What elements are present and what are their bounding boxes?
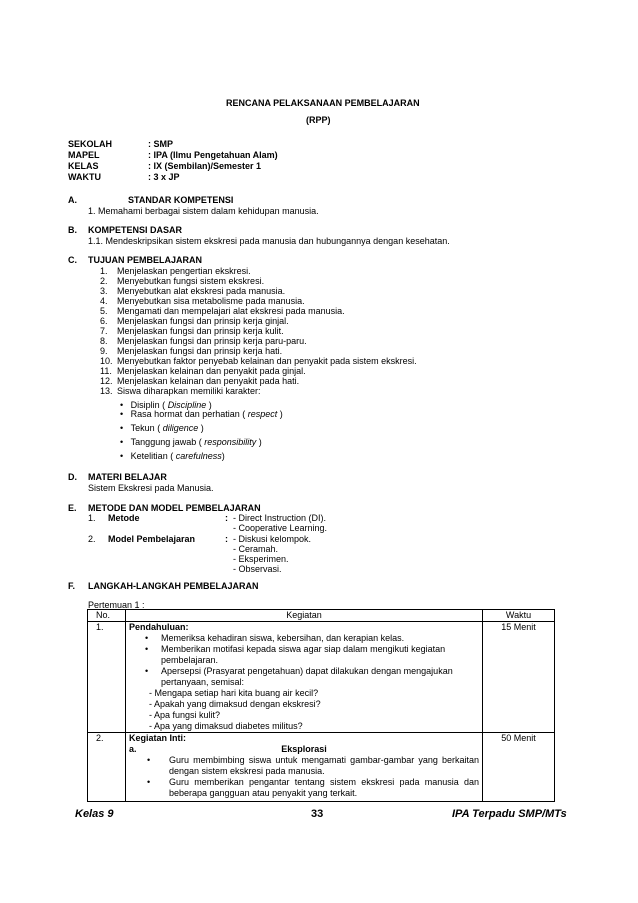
method-value: - Direct Instruction (DI).	[233, 513, 327, 523]
row-time: 15 Menit	[483, 622, 555, 733]
section-e-letter: E.	[68, 503, 77, 513]
section-b-text: 1.1. Mendeskripsikan sistem ekskresi pada manusia dan hubungannya dengan kesehatan.	[88, 236, 450, 246]
list-item: Siswa diharapkan memiliki karakter:	[117, 386, 261, 396]
list-item: • Memberikan motifasi kepada siswa agar siap dalam mengikuti kegiatan pembelajaran.	[129, 644, 479, 666]
character-close: )	[198, 423, 204, 433]
document-subtitle: (RPP)	[306, 115, 331, 125]
model-label: Model Pembelajaran	[108, 534, 196, 544]
list-item-num: 11.	[100, 366, 112, 376]
row-title: Pendahuluan:	[129, 622, 189, 632]
model-colon: :	[225, 534, 228, 544]
page-number: 33	[311, 808, 324, 820]
list-item: Menyebutkan faktor penyebab kelainan dan penyakit pada sistem ekskresi.	[117, 356, 417, 366]
bullet-icon: •	[120, 409, 124, 419]
character-term: diligence	[162, 423, 199, 433]
bullet-icon: •	[120, 437, 124, 447]
character-close: )	[277, 409, 283, 419]
document-title: RENCANA PELAKSANAAN PEMBELAJARAN	[226, 98, 420, 108]
subsection-heading	[129, 744, 479, 755]
section-c-heading: TUJUAN PEMBELAJARAN	[88, 255, 203, 265]
list-item-num: 9.	[100, 346, 108, 356]
list-item: Menyebutkan alat ekskresi pada manusia.	[117, 286, 286, 296]
row-no: 2.	[88, 733, 126, 802]
section-d-heading: MATERI BELAJAR	[88, 472, 167, 482]
section-b-heading: KOMPETENSI DASAR	[88, 225, 183, 235]
question-item: - Apa fungsi kulit?	[149, 710, 221, 720]
subsection-title: Eksplorasi	[281, 744, 327, 754]
list-item-num: 10.	[100, 356, 113, 366]
method-value: - Cooperative Learning.	[233, 523, 328, 533]
list-item: • Guru memberikan pengantar tentang sistem ekskresi pada manusia dan beberapa gangguan atau penyakit yang terkait.	[129, 777, 479, 799]
list-item: Menjelaskan fungsi dan prinsip kerja paru-paru.	[117, 336, 307, 346]
list-item-num: 5.	[100, 306, 108, 316]
model-value: - Diskusi kelompok.	[233, 534, 312, 544]
character-label: Tekun (	[130, 423, 163, 433]
section-f-letter: F.	[68, 581, 76, 591]
list-item-num: 3.	[100, 286, 108, 296]
table-row	[88, 622, 555, 733]
section-a-letter: A.	[68, 195, 77, 205]
character-close: )	[206, 400, 212, 410]
list-item: Menyebutkan fungsi sistem ekskresi.	[117, 276, 265, 286]
section-d-text: Sistem Ekskresi pada Manusia.	[88, 483, 214, 493]
list-item: Menjelaskan fungsi dan prinsip kerja ginjal.	[117, 316, 289, 326]
character-item	[120, 409, 283, 420]
section-d-letter: D.	[68, 472, 77, 482]
model-num: 2.	[88, 534, 96, 544]
character-term: respect	[247, 409, 278, 419]
character-item	[120, 423, 204, 434]
section-b-letter: B.	[68, 225, 77, 235]
identity-key-mapel: MAPEL	[68, 150, 100, 160]
character-label: Disiplin (	[130, 400, 168, 410]
list-item-num: 13.	[100, 386, 113, 396]
identity-key-sekolah: SEKOLAH	[68, 139, 113, 149]
section-a-text: 1. Memahami berbagai sistem dalam kehidupan manusia.	[88, 206, 319, 216]
list-item-num: 2.	[100, 276, 108, 286]
row-no: 1.	[88, 622, 126, 733]
list-item-num: 8.	[100, 336, 108, 346]
list-item: Mengamati dan mempelajari alat ekskresi pada manusia.	[117, 306, 345, 316]
method-num: 1.	[88, 513, 96, 523]
model-value: - Ceramah.	[233, 544, 279, 554]
character-term: carefulness	[175, 451, 222, 461]
character-close: )	[256, 437, 262, 447]
model-value: - Observasi.	[233, 564, 282, 574]
row-title: Kegiatan Inti:	[129, 733, 187, 743]
identity-key-kelas: KELAS	[68, 161, 99, 171]
character-label: Tanggung jawab (	[130, 437, 205, 447]
identity-value-mapel: : IPA (Ilmu Pengetahuan Alam)	[148, 150, 278, 160]
character-item	[120, 437, 262, 448]
method-label: Metode	[108, 513, 140, 523]
row-activity	[126, 733, 483, 802]
list-item: • Memeriksa kehadiran siswa, kebersihan, dan kerapian kelas.	[129, 633, 479, 644]
section-a-heading: STANDAR KOMPETENSI	[128, 195, 234, 205]
footer-left: Kelas 9	[75, 808, 114, 820]
list-item: Menyebutkan sisa metabolisme pada manusia.	[117, 296, 305, 306]
section-c-letter: C.	[68, 255, 77, 265]
list-item: Menjelaskan pengertian ekskresi.	[117, 266, 251, 276]
table-header-row	[88, 610, 555, 622]
row-activity	[126, 622, 483, 733]
character-label: Rasa hormat dan perhatian (	[130, 409, 248, 419]
header-activity: Kegiatan	[126, 610, 483, 622]
bullet-icon: •	[120, 400, 124, 410]
section-f-heading: LANGKAH-LANGKAH PEMBELAJARAN	[88, 581, 259, 591]
activity-table	[87, 609, 555, 802]
method-colon: :	[225, 513, 228, 523]
meeting-label: Pertemuan 1 :	[88, 600, 145, 610]
list-item: • Guru membimbing siswa untuk mengamati gambar-gambar yang berkaitan dengan sistem ekskresi pada manusia.	[129, 755, 479, 777]
character-term: responsibility	[204, 437, 257, 447]
identity-value-sekolah: : SMP	[148, 139, 174, 149]
row-time: 50 Menit	[483, 733, 555, 802]
list-item: Menjelaskan kelainan dan penyakit pada hati.	[117, 376, 300, 386]
header-no: No.	[88, 610, 126, 622]
footer-right: IPA Terpadu SMP/MTs	[452, 808, 567, 820]
list-item: Menjelaskan kelainan dan penyakit pada ginjal.	[117, 366, 306, 376]
table-row	[88, 733, 555, 802]
list-item: • Apersepsi (Prasyarat pengetahuan) dapat dilakukan dengan mengajukan pertanyaan, semisal:	[129, 666, 479, 688]
question-item: - Apakah yang dimaksud dengan ekskresi?	[149, 699, 321, 709]
bullet-icon: •	[120, 451, 124, 461]
identity-value-kelas: : IX (Sembilan)/Semester 1	[148, 161, 262, 171]
subsection-letter: a.	[129, 744, 137, 754]
list-item-num: 4.	[100, 296, 108, 306]
list-item-num: 1.	[100, 266, 108, 276]
question-item: - Apa yang dimaksud diabetes militus?	[149, 721, 303, 731]
model-value: - Eksperimen.	[233, 554, 289, 564]
question-item: - Mengapa setiap hari kita buang air kecil?	[149, 688, 319, 698]
identity-value-waktu: : 3 x JP	[148, 172, 180, 182]
identity-key-waktu: WAKTU	[68, 172, 101, 182]
bullet-icon: •	[120, 423, 124, 433]
list-item: Menjelaskan fungsi dan prinsip kerja hati.	[117, 346, 283, 356]
list-item-num: 12.	[100, 376, 113, 386]
character-item	[120, 451, 225, 462]
header-time: Waktu	[483, 610, 555, 622]
character-label: Ketelitian (	[130, 451, 176, 461]
list-item-num: 7.	[100, 326, 108, 336]
list-item-num: 6.	[100, 316, 108, 326]
section-e-heading: METODE DAN MODEL PEMBELAJARAN	[88, 503, 261, 513]
character-term: Discipline	[167, 400, 207, 410]
character-close: )	[221, 451, 225, 461]
list-item: Menjelaskan fungsi dan prinsip kerja kulit.	[117, 326, 284, 336]
